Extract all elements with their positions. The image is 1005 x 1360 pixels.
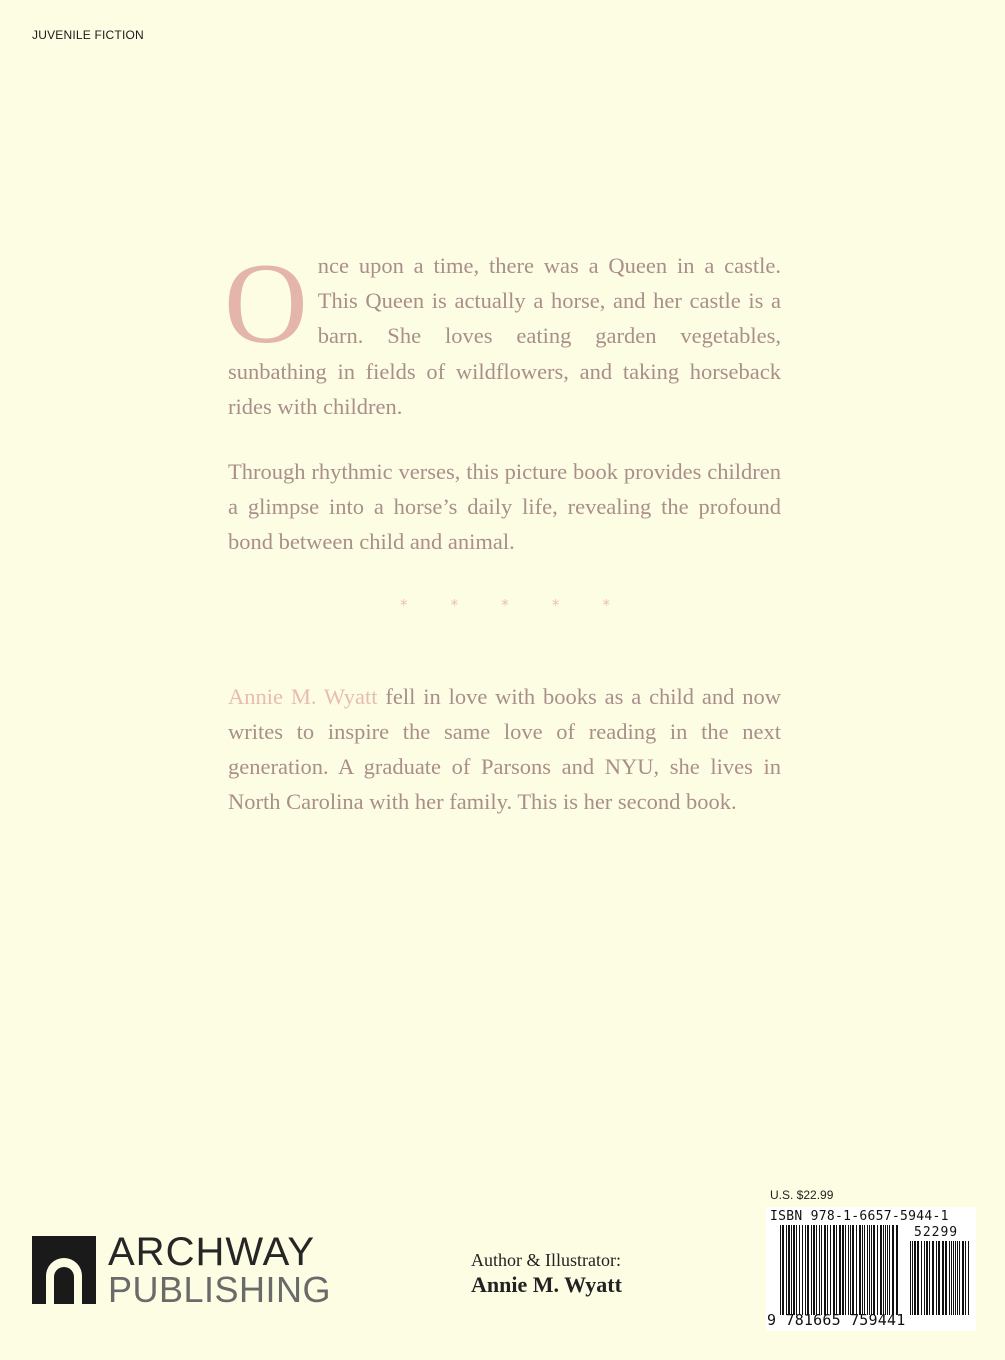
barcode-bar — [867, 1225, 868, 1315]
barcode-bar — [802, 1225, 803, 1315]
barcode-bar — [827, 1225, 828, 1315]
barcode-bar — [845, 1225, 846, 1315]
blurb-paragraph-2: Through rhythmic verses, this picture book provides children a glimpse into a horse’s daily life, revealing the profound bond between child and animal. — [228, 459, 781, 555]
drop-cap: O — [224, 240, 308, 368]
barcode-bar — [929, 1241, 930, 1315]
barcode-bar — [842, 1225, 844, 1315]
barcode-bar — [910, 1241, 911, 1315]
barcode-bar — [786, 1225, 787, 1315]
barcode-bar — [873, 1225, 875, 1315]
barcode-bar — [921, 1241, 922, 1315]
bio-author-name: Annie M. Wyatt — [228, 683, 378, 709]
publisher-name-line1: ARCHWAY — [108, 1230, 315, 1274]
author-credit — [471, 1249, 622, 1299]
barcode-bar — [953, 1241, 954, 1315]
barcode-bar — [914, 1241, 916, 1315]
barcode-bar — [862, 1225, 863, 1315]
barcode-bar — [782, 1225, 784, 1315]
barcode-bar — [936, 1241, 937, 1315]
barcode-bar — [951, 1241, 952, 1315]
barcode-bar — [955, 1241, 956, 1315]
isbn-text: ISBN 978-1-6657-5944-1 — [770, 1209, 949, 1224]
barcode-bar — [869, 1225, 870, 1315]
barcode-bar — [932, 1241, 934, 1315]
publisher-name-line2: PUBLISHING — [108, 1269, 332, 1310]
barcode-bar — [850, 1225, 851, 1315]
barcode-bar — [788, 1225, 790, 1315]
barcode-bar — [864, 1225, 865, 1315]
barcode-bar — [791, 1225, 792, 1315]
barcode-bar — [848, 1225, 849, 1315]
barcode-bar — [836, 1225, 837, 1315]
genre-label: JUVENILE FICTION — [32, 28, 144, 42]
barcode-bar — [833, 1225, 835, 1315]
barcode-bar — [839, 1225, 841, 1315]
barcode-bar — [807, 1225, 809, 1315]
barcode-bar — [799, 1225, 800, 1315]
ean-number: 9 781665 759441 — [767, 1311, 906, 1329]
book-blurb — [224, 240, 781, 560]
barcode-bar — [896, 1225, 898, 1315]
barcode-bar — [856, 1225, 857, 1315]
barcode-bar — [917, 1241, 919, 1315]
barcode-bar — [819, 1225, 820, 1315]
barcode-bar — [830, 1225, 831, 1315]
star-divider — [400, 596, 610, 614]
barcode-bar — [968, 1241, 969, 1315]
barcode-bar — [871, 1225, 872, 1315]
barcode-bar — [852, 1225, 854, 1315]
barcode-bar — [821, 1225, 822, 1315]
barcode-bar — [949, 1241, 950, 1315]
credit-name: Annie M. Wyatt — [471, 1272, 622, 1297]
barcode-bar — [796, 1225, 797, 1315]
barcode-bar — [805, 1225, 806, 1315]
barcode-bar — [813, 1225, 815, 1315]
barcode-bar — [926, 1241, 928, 1315]
divider-star: * — [450, 596, 459, 614]
publisher-logo — [32, 1230, 352, 1310]
barcode-bar — [883, 1225, 884, 1315]
divider-star: * — [501, 596, 509, 614]
barcode-bar — [942, 1241, 944, 1315]
barcode-addon-bars — [910, 1241, 972, 1315]
barcode-bar — [816, 1225, 817, 1315]
barcode-bar — [877, 1225, 878, 1315]
divider-star: * — [551, 596, 560, 614]
barcode-bar — [959, 1241, 960, 1315]
archway-arch-icon — [32, 1236, 96, 1304]
barcode-bar — [811, 1225, 812, 1315]
barcode-bar — [957, 1241, 958, 1315]
credit-role: Author & Illustrator: — [471, 1250, 621, 1270]
blurb-paragraph-1 — [224, 240, 781, 424]
blurb-paragraph-1-text: nce upon a time, there was a Queen in a castle. This Queen is actually a horse, and her castle is a barn. She loves eating garden vegetables, sunbathing in fields of wildflowers, and taking horseback rides with children. — [228, 253, 781, 419]
barcode-bar — [938, 1241, 940, 1315]
isbn-barcode — [766, 1207, 976, 1331]
barcode-bar — [962, 1241, 964, 1315]
barcode-bar — [945, 1241, 947, 1315]
barcode-bar — [880, 1225, 882, 1315]
barcode-addon-number: 52299 — [914, 1225, 959, 1240]
divider-star: * — [400, 596, 408, 614]
barcode-bar — [889, 1225, 890, 1315]
barcode-bar — [885, 1225, 886, 1315]
bio-text: fell in love with books as a child and now writes to inspire the same love of reading in the next generation. A graduate of Parsons and NYU, she lives in North Carolina with her family. This is her second book. — [228, 683, 781, 815]
barcode-bar — [924, 1241, 925, 1315]
barcode-bar — [793, 1225, 795, 1315]
barcode-bar — [859, 1225, 861, 1315]
barcode-bar — [887, 1225, 888, 1315]
barcode-bar — [780, 1225, 781, 1315]
barcode-bar — [824, 1225, 826, 1315]
divider-star: * — [602, 596, 610, 614]
price-label: U.S. $22.99 — [770, 1188, 834, 1202]
barcode-bar — [912, 1241, 913, 1315]
barcode-main-bars — [780, 1225, 900, 1315]
author-bio — [228, 679, 781, 820]
barcode-bar — [965, 1241, 966, 1315]
barcode-bar — [892, 1225, 894, 1315]
